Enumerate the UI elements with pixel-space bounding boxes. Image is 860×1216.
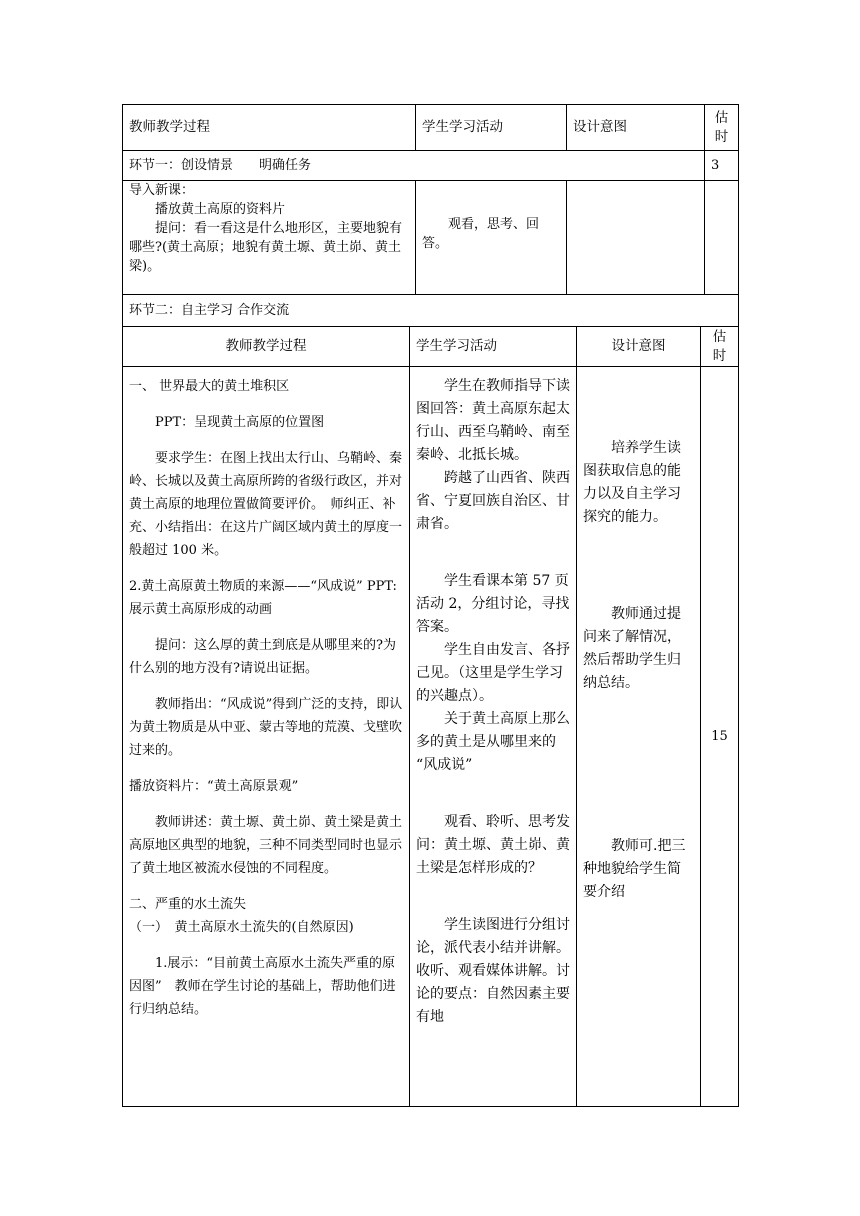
design-3: 教师可.把三种地貌给学生简要介绍 [583, 838, 686, 900]
section-two-title: 2.黄土高原黄土物质的来源——“风成说” PPT: 展示黄土高原形成的动画 [129, 579, 423, 617]
design-2: 教师通过提问来了解情况，然后帮助学生归纳总结。 [583, 606, 681, 691]
show-cause-map: 1.展示：“目前黄土高原水土流失严重的原因图” 教师在学生讨论的基础上，帮助他们进行归纳总结。 [129, 956, 396, 1017]
play-landscape: 播放资料片：“黄土高原景观” [129, 779, 299, 794]
intro-heading: 导入新课： [129, 183, 195, 198]
teacher-points: 教师指出：“风成说”得到广泛的支持，即认为黄土物质是从中亚、蒙古等地的荒漠、戈壁吹过来的。 [129, 697, 403, 758]
student-answer-1: 学生在教师指导下读图回答：黄土高原东起太行山、西至乌鞘岭、南至秦岭、北抵长城。 [416, 378, 570, 463]
lesson-plan [122, 104, 738, 1107]
student-observe: 观看、聆听、思考发问：黄土塬、黄土峁、黄土梁是怎样形成的？ [416, 814, 570, 876]
teacher-explain: 教师讲述：黄土塬、黄土峁、黄土梁是黄土高原地区典型的地貌，三种不同类型同时也显示了黄土地区被流水侵蚀的不同程度。 [129, 815, 403, 876]
student-free-speech: 学生自由发言、各抒己见。（这里是学生学习的兴趣点）。 [416, 642, 570, 704]
question-origin: 提问：这么厚的黄土到底是从哪里来的?为什么别的地方没有?请说出证据。 [129, 638, 396, 676]
header-teacher-2: 教师教学过程 [123, 327, 410, 367]
header-student-2: 学生学习活动 [410, 327, 577, 367]
design-intent [577, 367, 701, 1107]
stage-one-time: 3 [705, 151, 739, 181]
intro-student: 观看，思考、回答。 [416, 181, 567, 295]
section-three-title: 二、严重的水土流失 [129, 897, 247, 912]
intro-time [705, 181, 739, 295]
header-design-2: 设计意图 [577, 327, 701, 367]
intro-design [567, 181, 705, 295]
teacher-process [123, 367, 423, 1107]
stage-one-label: 环节一：创设情景 明确任务 [123, 151, 705, 181]
header-time: 估 时 [705, 105, 739, 151]
section-one-title: 一、 世界最大的黄土堆积区 [129, 379, 290, 394]
requirement: 要求学生：在图上找出太行山、乌鞘岭、秦岭、长城以及黄土高原所跨的省级行政区，并对黄土高原的地理位置做简要评价。 师纠正、补充、小结指出：在这片广阔区域内黄土的厚度一般超过 100 米。 [129, 451, 403, 558]
header-row-2 [123, 327, 739, 367]
intro-teacher [123, 181, 416, 295]
intro-question: 提问：看一看这是什么地形区，主要地貌有哪些?(黄土高原；地貌有黄土塬、黄土峁、黄土梁)。 [129, 221, 403, 274]
header-row [123, 105, 739, 151]
header-teacher: 教师教学过程 [123, 105, 416, 151]
table-stage-one [122, 104, 739, 327]
header-student: 学生学习活动 [416, 105, 567, 151]
student-activity [410, 367, 577, 1107]
header-design: 设计意图 [567, 105, 705, 151]
student-discuss: 学生看课本第 57 页活动 2，分组讨论，寻找答案。 [416, 573, 570, 635]
design-1: 培养学生读图获取信息的能力以及自主学习探究的能力。 [583, 440, 681, 525]
header-time-2: 估 时 [701, 327, 739, 367]
stage-one-row [123, 151, 739, 181]
student-wind-theory: 关于黄土高原上那么多的黄土是从哪里来的 “风成说” [416, 711, 570, 773]
intro-video: 播放黄土高原的资料片 [155, 202, 286, 217]
content-row [123, 367, 739, 1107]
subsection-title: （一） 黄土高原水土流失的(自然原因) [129, 920, 354, 935]
student-read-map: 学生读图进行分组讨论，派代表小结并讲解。收听、观看媒体讲解。讨论的要点：自然因素主要有地 [416, 917, 570, 1025]
stage-two-label: 环节二：自主学习 合作交流 [123, 295, 739, 327]
intro-row [123, 181, 739, 295]
table-stage-two [122, 326, 739, 1107]
stage-two-row [123, 295, 739, 327]
ppt-location: PPT：呈现黄土高原的位置图 [155, 415, 325, 430]
time-estimate: 15 [701, 367, 739, 1107]
student-answer-2: 跨越了山西省、陕西省、宁夏回族自治区、甘肃省。 [416, 470, 570, 532]
